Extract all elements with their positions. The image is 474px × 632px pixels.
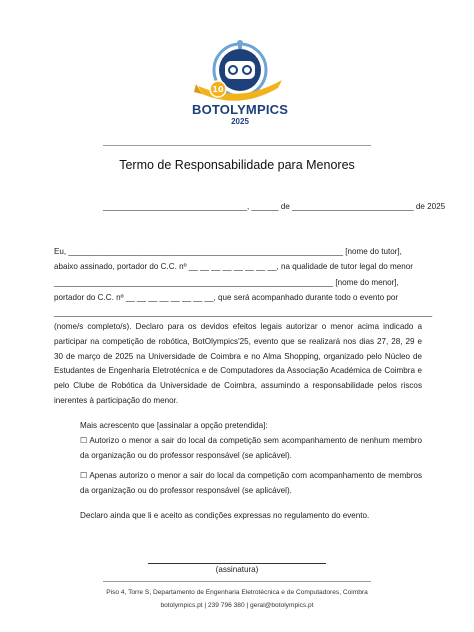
form-line-tutor: Eu, _____________________________________________________________ [nome do tutor],	[54, 247, 402, 256]
declaration-paragraph: (nome/s completo/s). Declaro para os devidos efeitos legais autorizar o menor acima indicado a participar na competição de robótica, BotOlympics'25, evento que se realizará nos dias 27, 28, 29 e 30 de março de 2025 na Universidade de Coimbra e no Alma Shopping, organizado pelo Núcleo de Estudantes de Engenharia Eletrotécnica e de Computadores da Associação Académica de Coimbra e pelo Clube de Robótica da Universidade de Coimbra, assumindo a responsabilidade pelos riscos inerentes à participação do menor.	[54, 322, 422, 405]
logo-year: 2025	[231, 117, 249, 126]
robot-logo-icon	[192, 40, 288, 104]
place-blank: ________________________________,	[103, 202, 250, 211]
form-line-cc-tutor: abaixo assinado, portador do C.C. nº __ __ __ __ __ __ __ __, na qualidade de tutor legal do menor	[54, 262, 413, 271]
closing-statement: Declaro ainda que li e aceito as condições expressas no regulamento do evento.	[80, 511, 370, 520]
form-line-minor: ______________________________________________________________ [nome do menor],	[54, 278, 399, 287]
form-line-companions: ____________________________________________________________________________________	[54, 308, 433, 317]
document-title: Termo de Responsabilidade para Menores	[119, 158, 355, 172]
day-blank: ______	[251, 202, 279, 211]
footer-address: Piso 4, Torre S, Departamento de Engenharia Eletrotécnica e de Computadores, Coimbra	[106, 589, 368, 596]
form-line-cc-minor: portador do C.C. nº __ __ __ __ __ __ __ __, que será acompanhado durante todo o evento por	[54, 293, 399, 302]
option-1: ☐ Autorizo o menor a sair do local da competição sem acompanhamento de nenhum membro da organização ou do professor responsável (se aplicável).	[80, 436, 422, 460]
option-2: ☐ Apenas autorizo o menor a sair do local da competição com acompanhamento de membros da organização ou do professor responsável (se aplicável).	[80, 471, 422, 495]
logo-badge: 10	[212, 85, 224, 94]
header-divider	[103, 145, 371, 146]
date-de-2: de 2025	[415, 202, 446, 211]
signature-label: (assinatura)	[215, 565, 259, 574]
footer-divider	[103, 581, 371, 582]
month-blank: ___________________________	[292, 202, 414, 211]
footer-contacts: botolympics.pt | 239 796 380 | geral@botolympics.pt	[160, 602, 314, 609]
botolympics-logo	[192, 40, 288, 132]
date-de-1: de	[280, 202, 290, 211]
date-line	[103, 200, 445, 215]
options-intro: Mais acrescento que [assinalar a opção pretendida]:	[80, 421, 268, 430]
logo-wordmark: BOTOLYMPICS	[192, 102, 289, 117]
